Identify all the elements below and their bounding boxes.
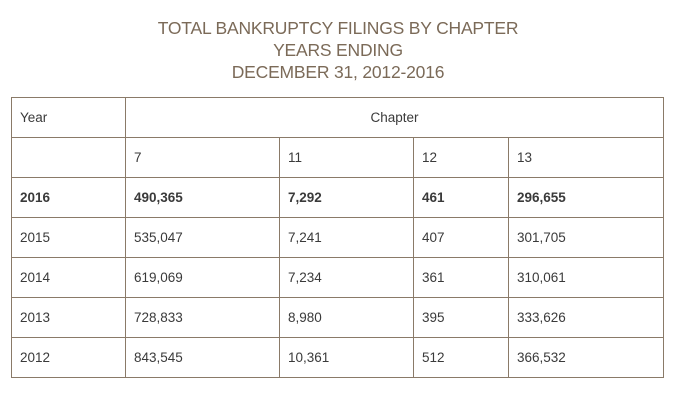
chapter-7-cell: 728,833 [126,298,280,338]
year-header: Year [12,98,126,138]
table-row [12,218,664,258]
chapter-7-cell: 535,047 [126,218,280,258]
year-cell: 2012 [12,338,126,378]
chapter-12-cell: 395 [414,298,509,338]
chapter-12-cell: 407 [414,218,509,258]
table-row [12,178,664,218]
chapter-12-header: 12 [414,138,509,178]
bankruptcy-filings-table [11,97,664,378]
chapter-13-cell: 333,626 [509,298,664,338]
table-row [12,298,664,338]
empty-cell [12,138,126,178]
chapter-11-cell: 7,292 [280,178,414,218]
chapter-12-cell: 512 [414,338,509,378]
chapter-12-cell: 361 [414,258,509,298]
chapter-7-cell: 490,365 [126,178,280,218]
year-cell: 2016 [12,178,126,218]
chapter-12-cell: 461 [414,178,509,218]
chapter-13-cell: 301,705 [509,218,664,258]
chapter-11-cell: 7,241 [280,218,414,258]
title-line-2: YEARS ENDING [273,40,403,60]
chapter-7-cell: 619,069 [126,258,280,298]
table-row [12,338,664,378]
year-cell: 2015 [12,218,126,258]
title-line-3: DECEMBER 31, 2012-2016 [231,62,445,82]
year-cell: 2014 [12,258,126,298]
chapter-7-header: 7 [126,138,280,178]
chapter-13-cell: 296,655 [509,178,664,218]
chapter-13-cell: 366,532 [509,338,664,378]
title-line-1: TOTAL BANKRUPTCY FILINGS BY CHAPTER [157,18,519,38]
chapter-11-cell: 10,361 [280,338,414,378]
chapter-numbers-row [12,138,664,178]
chapter-13-header: 13 [509,138,664,178]
table-row [12,258,664,298]
header-row [12,98,664,138]
chapter-11-cell: 7,234 [280,258,414,298]
chapter-13-cell: 310,061 [509,258,664,298]
chapter-11-cell: 8,980 [280,298,414,338]
table-title [0,17,676,83]
chapter-7-cell: 843,545 [126,338,280,378]
chapter-header: Chapter [126,98,664,138]
year-cell: 2013 [12,298,126,338]
chapter-11-header: 11 [280,138,414,178]
